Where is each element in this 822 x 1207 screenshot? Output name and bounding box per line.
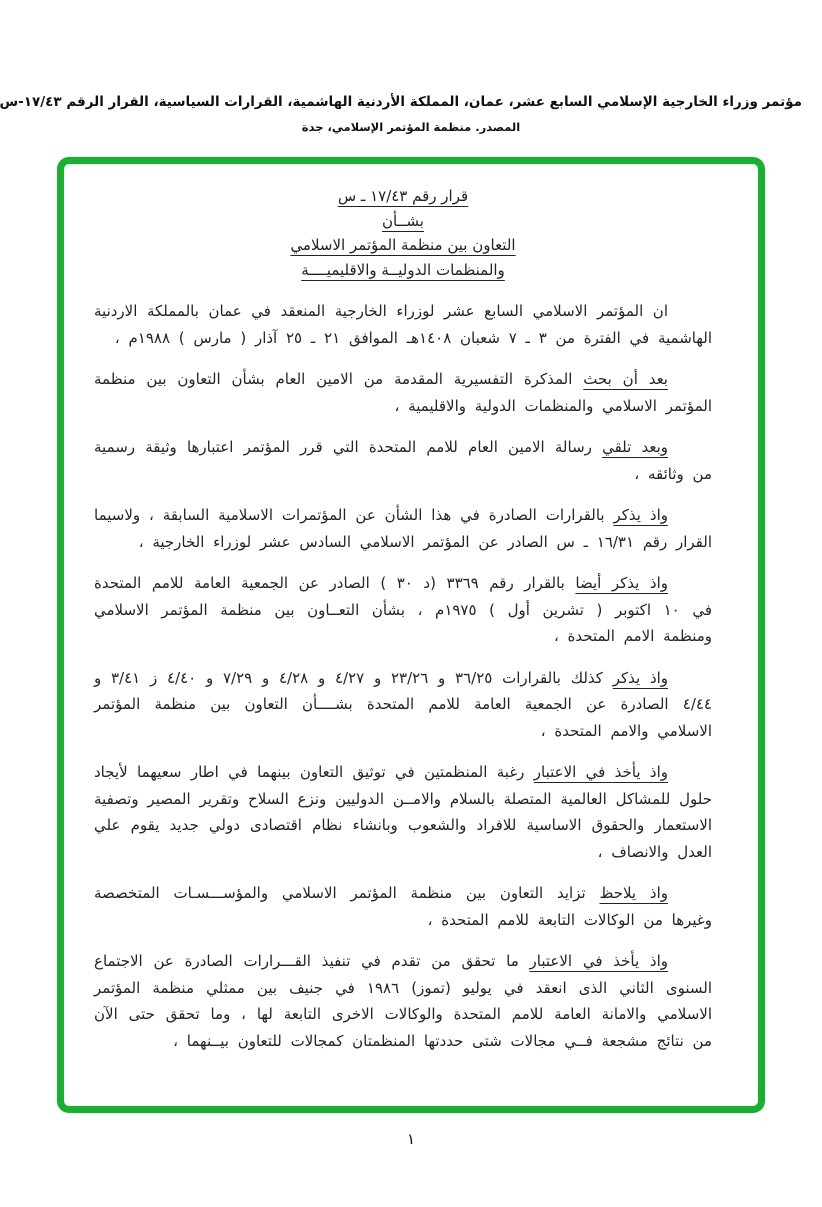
paragraph-lead: واذ يذكر xyxy=(613,506,668,524)
paragraph-having-received xyxy=(94,434,712,487)
paragraph-text: المذكرة التفسيرية المقدمة من الامين العام بشأن التعاون بين منظمة المؤتمر الاسلامي والمنظمات الدولية والاقليمية ، xyxy=(94,370,712,415)
paragraph-recalling-also xyxy=(94,570,712,650)
paragraph-taking-into-account xyxy=(94,759,712,865)
document-content xyxy=(64,164,758,1106)
paragraph-preamble xyxy=(94,298,712,351)
paragraph-lead: بعد أن بحث xyxy=(583,370,668,388)
paragraph-recalling xyxy=(94,502,712,555)
paragraph-text: كذلك بالقرارات ٣٦/٢٥ و ٢٣/٢٦ و ٤/٢٧ و ٤/٢٨ و ٧/٢٩ و ٤/٤٠ ز ٣/٤١ و ٤/٤٤ الصادرة عن الجمعية العامة للامم المتحدة بشــــأن التعاون بين منظمة المؤتمر الاسلامي والامم المتحدة ، xyxy=(94,668,712,740)
document-title xyxy=(94,184,712,282)
paragraph-text: بالقرارات الصادرة في هذا الشأن عن المؤتمرات الاسلامية السابقة ، ولاسيما القرار رقم ١٦/٣١ ـ س الصادر عن المؤتمر الاسلامي السادس عشر لوزراء الخارجية ، xyxy=(94,506,712,551)
paragraph-lead: واذ يذكر أيضا xyxy=(575,574,668,592)
catalog-header-title: مؤتمر وزراء الخارجية الإسلامي السابع عشر، عمان، المملكة الأردنية الهاشمية، القرارات السياسية، القرار الرقم ١٧/٤٣-س xyxy=(0,94,802,110)
paragraph-text: تزايد التعاون بين منظمة المؤتمر الاسلامي والمؤســـسـات المتخصصة وغيرها من الوكالات التابعة للامم المتحدة ، xyxy=(94,884,712,929)
catalog-header-source: المصدر. منظمة المؤتمر الإسلامي، جدة xyxy=(301,120,521,134)
title-subject-line-1: التعاون بين منظمة المؤتمر الاسلامي xyxy=(290,236,516,254)
paragraph-lead: وبعد تلقي xyxy=(602,438,668,456)
paragraph-having-examined xyxy=(94,366,712,419)
paragraph-lead: واذ يلاحظ xyxy=(599,884,668,902)
paragraph-text: رسالة الامين العام للامم المتحدة التي قرر المؤتمر اعتبارها وثيقة رسمية من وثائقه ، xyxy=(94,438,712,483)
paragraph-text: ان المؤتمر الاسلامي السابع عشر لوزراء الخارجية المنعقد في عمان بالمملكة الاردنية الهاشمية في الفترة من ٣ ـ ٧ شعبان ١٤٠٨هـ الموافق ٢١ ـ ٢٥ آذار ( مارس ) ١٩٨٨م ، xyxy=(94,302,712,347)
paragraph-lead: واذ يأخذ في الاعتبار xyxy=(529,952,668,970)
paragraph-taking-into-account-progress xyxy=(94,948,712,1054)
paragraph-noting xyxy=(94,880,712,933)
paragraph-lead: واذ يذكر xyxy=(612,668,669,687)
document-frame xyxy=(57,157,765,1113)
page-number: ١ xyxy=(406,1130,416,1148)
paragraph-text: رغبة المنظمتين في توثيق التعاون بينهما في اطار سعيهما لأيجاد حلول للمشاكل العالمية المتصلة بالسلام والامــن الدوليين ونزع السلاح وتقرير المصير وتصفية الاستعمار والحقوق الاساسية للافراد والشعوب وبانشاء نظام اقتصادى دولي جديد يقوم علي العدل والانصاف ، xyxy=(94,763,712,861)
paragraph-lead: واذ يأخذ في الاعتبار xyxy=(533,763,669,781)
paragraph-text: بالقرار رقم ٣٣٦٩ (د ٣٠ ) الصادر عن الجمعية العامة للامم المتحدة في ١٠ اكتوبر ( تشرين أول ) ١٩٧٥م ، بشأن التعــاون بين منظمة المؤتمر الاسلامي ومنظمة الامم المتحدة ، xyxy=(94,574,712,645)
title-regarding-word: بشــأن xyxy=(382,211,424,230)
resolution-body xyxy=(94,298,712,1054)
title-resolution-number: قرار رقم ١٧/٤٣ ـ س xyxy=(337,187,469,205)
paragraph-text: ما تحقق من تقدم في تنفيذ القـــرارات الصادرة عن الاجتماع السنوى الثاني الذى انعقد في يوليو (تموز) ١٩٨٦ في جنيف بين ممثلي منظمة المؤتمر الاسلامي والامانة العامة للامم المتحدة والوكالات الاخرى التابعة لها ، وما تحقق حتى الآن من نتائج مشجعة فــي مجالات شتى حددتها المنظمتان كمجالات للتعاون بيــنهما ، xyxy=(94,952,712,1050)
catalog-header xyxy=(0,94,802,134)
title-subject-line-2: والمنظمات الدوليــة والاقليميــــة xyxy=(301,260,505,279)
paragraph-recalling-further xyxy=(94,665,712,745)
